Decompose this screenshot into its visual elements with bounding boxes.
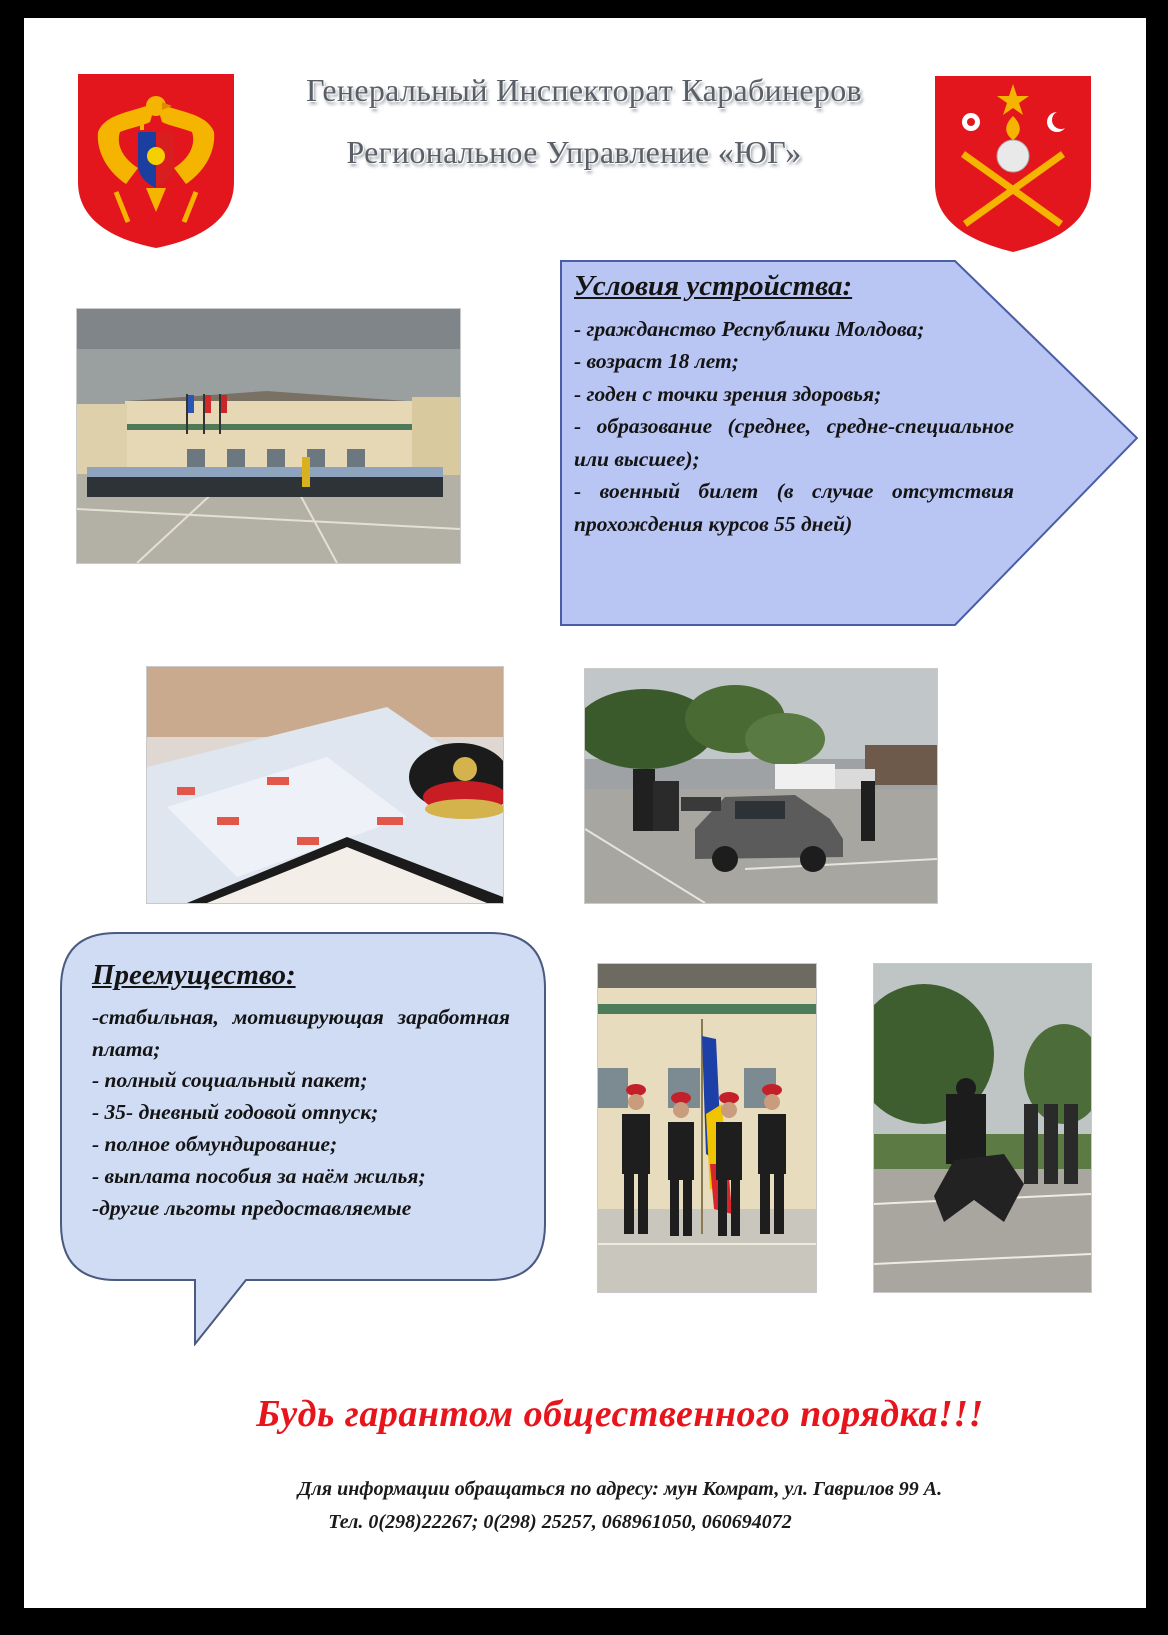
advantage-item: - полный социальный пакет; <box>92 1068 368 1093</box>
conditions-panel <box>560 260 1138 626</box>
condition-item: - образование (среднее, средне-специальное или высшее); <box>574 414 1014 471</box>
advantage-item: -стабильная, мотивирующая заработная плата; <box>92 1004 510 1061</box>
conditions-heading: Условия устройства: <box>574 270 853 302</box>
condition-item: - гражданство Республики Молдова; <box>574 316 925 341</box>
car-training-photo <box>584 668 938 904</box>
advantage-item: - полное обмундирование; <box>92 1131 338 1156</box>
advantages-heading: Преемущество: <box>92 959 296 991</box>
advantage-item: - выплата пособия за наём жилья; <box>92 1163 426 1188</box>
slogan: Будь гарантом общественного порядка!!! <box>256 1393 984 1435</box>
certificates-photo <box>146 666 504 904</box>
advantage-item: -другие льготы предоставляемые <box>92 1195 412 1220</box>
header-subtitle: Региональное Управление «ЮГ» <box>346 134 802 170</box>
flag-ceremony-photo <box>597 963 817 1293</box>
conditions-text <box>574 270 1014 540</box>
advantages-panel <box>60 932 546 1346</box>
contact-phones: Тел. 0(298)22267; 0(298) 25257, 068961050, 060694072 <box>328 1511 792 1533</box>
contact-address: Для информации обращаться по адресу: мун Комрат, ул. Гаврилов 99 А. <box>297 1478 943 1500</box>
group-photo <box>76 308 461 564</box>
condition-item: - возраст 18 лет; <box>574 349 739 373</box>
advantages-text <box>92 960 510 1224</box>
advantage-item: - 35- дневный годовой отпуск; <box>92 1100 379 1125</box>
takedown-training-photo <box>873 963 1092 1293</box>
condition-item: - годен с точки зрения здоровья; <box>574 381 882 406</box>
header-title: Генеральный Инспекторат Карабинеров <box>306 72 862 108</box>
condition-item: - военный билет (в случае отсутствия прохождения курсов 55 дней) <box>574 479 1014 536</box>
